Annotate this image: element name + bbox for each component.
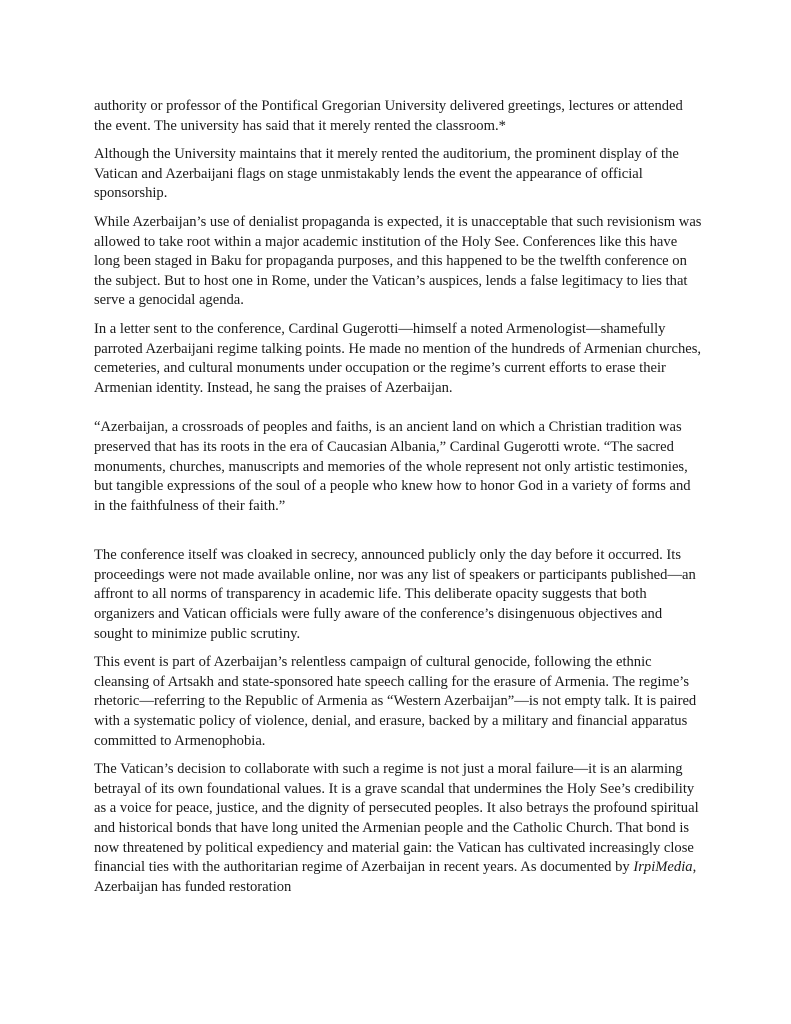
quote-paragraph: “Azerbaijan, a crossroads of peoples and faiths, is an ancient land on which a Christian tradition was preserved that has its roots in the era of Caucasian Albania,” Cardinal Gugerotti wrote. “The sacred monuments, churches, manuscripts and memories of the whole represent not only artistic testimonies, but tangible expressions of the soul of a people who knew how to honor God in a variety of forms and in the faithfulness of their faith.” (94, 419, 691, 514)
paragraph-8-text-start: The Vatican’s decision to collaborate with such a regime is not just a moral failure—it is an alarming betrayal of its own foundational values. It is a grave scandal that undermines the Holy See’s credibility as a voice for peace, justice, and the dignity of persecuted peoples. It also betrays the profound spiritual and historical bonds that have long united the Armenian people and the Catholic Church. That bond is now threatened by political expediency and material gain: the Vatican has cultivated increasingly close financial ties with the authoritarian regime of Azerbaijan in recent years. As documented by (94, 761, 699, 876)
paragraph-4: In a letter sent to the conference, Cardinal Gugerotti—himself a noted Armenologist—shamefully parroted Azerbaijani regime talking points. He made no mention of the hundreds of Armenian churches, cemeteries, and cultural monuments under occupation or the regime’s current efforts to erase their Armenian identity. Instead, he sang the praises of Azerbaijan. (94, 320, 702, 396)
paragraph-7: This event is part of Azerbaijan’s relentless campaign of cultural genocide, following the ethnic cleansing of Artsakh and state-sponsored hate speech calling for the erasure of Armenia. The regime’s rhetoric—referring to the Republic of Armenia as “Western Azerbaijan”—is not empty talk. It is paired with a systematic policy of violence, denial, and erasure, backed by a military and financial apparatus committed to Armenophobia. (94, 654, 697, 749)
paragraph-1: authority or professor of the Pontifical Gregorian University delivered greetings, lectures or attended the event. The university has said that it merely rented the classroom.* (94, 98, 683, 134)
document-page (94, 97, 704, 906)
irpimedia-italic: IrpiMedia (633, 859, 693, 876)
paragraph-6: The conference itself was cloaked in secrecy, announced publicly only the day before it occurred. Its proceedings were not made available online, nor was any list of speakers or participants published—an affront to all norms of transparency in academic life. This deliberate opacity suggests that both organizers and Vatican officials were fully aware of the conference’s disingenuous objectives and sought to minimize public scrutiny. (94, 547, 696, 642)
paragraph-8 (94, 760, 704, 897)
paragraph-8-text-end: , Azerbaijan has funded restoration (94, 859, 697, 895)
paragraph-3: While Azerbaijan’s use of denialist propaganda is expected, it is unacceptable that such revisionism was allowed to take root within a major academic institution of the Holy See. Conferences like this have long been staged in Baku for propaganda purposes, and this happened to be the twelfth conference on the subject. But to host one in Rome, under the Vatican’s auspices, lends a false legitimacy to lies that serve a genocidal agenda. (94, 213, 702, 309)
paragraph-2: Although the University maintains that it merely rented the auditorium, the prominent display of the Vatican and Azerbaijani flags on stage unmistakably lends the event the appearance of official sponsorship. (94, 146, 679, 202)
